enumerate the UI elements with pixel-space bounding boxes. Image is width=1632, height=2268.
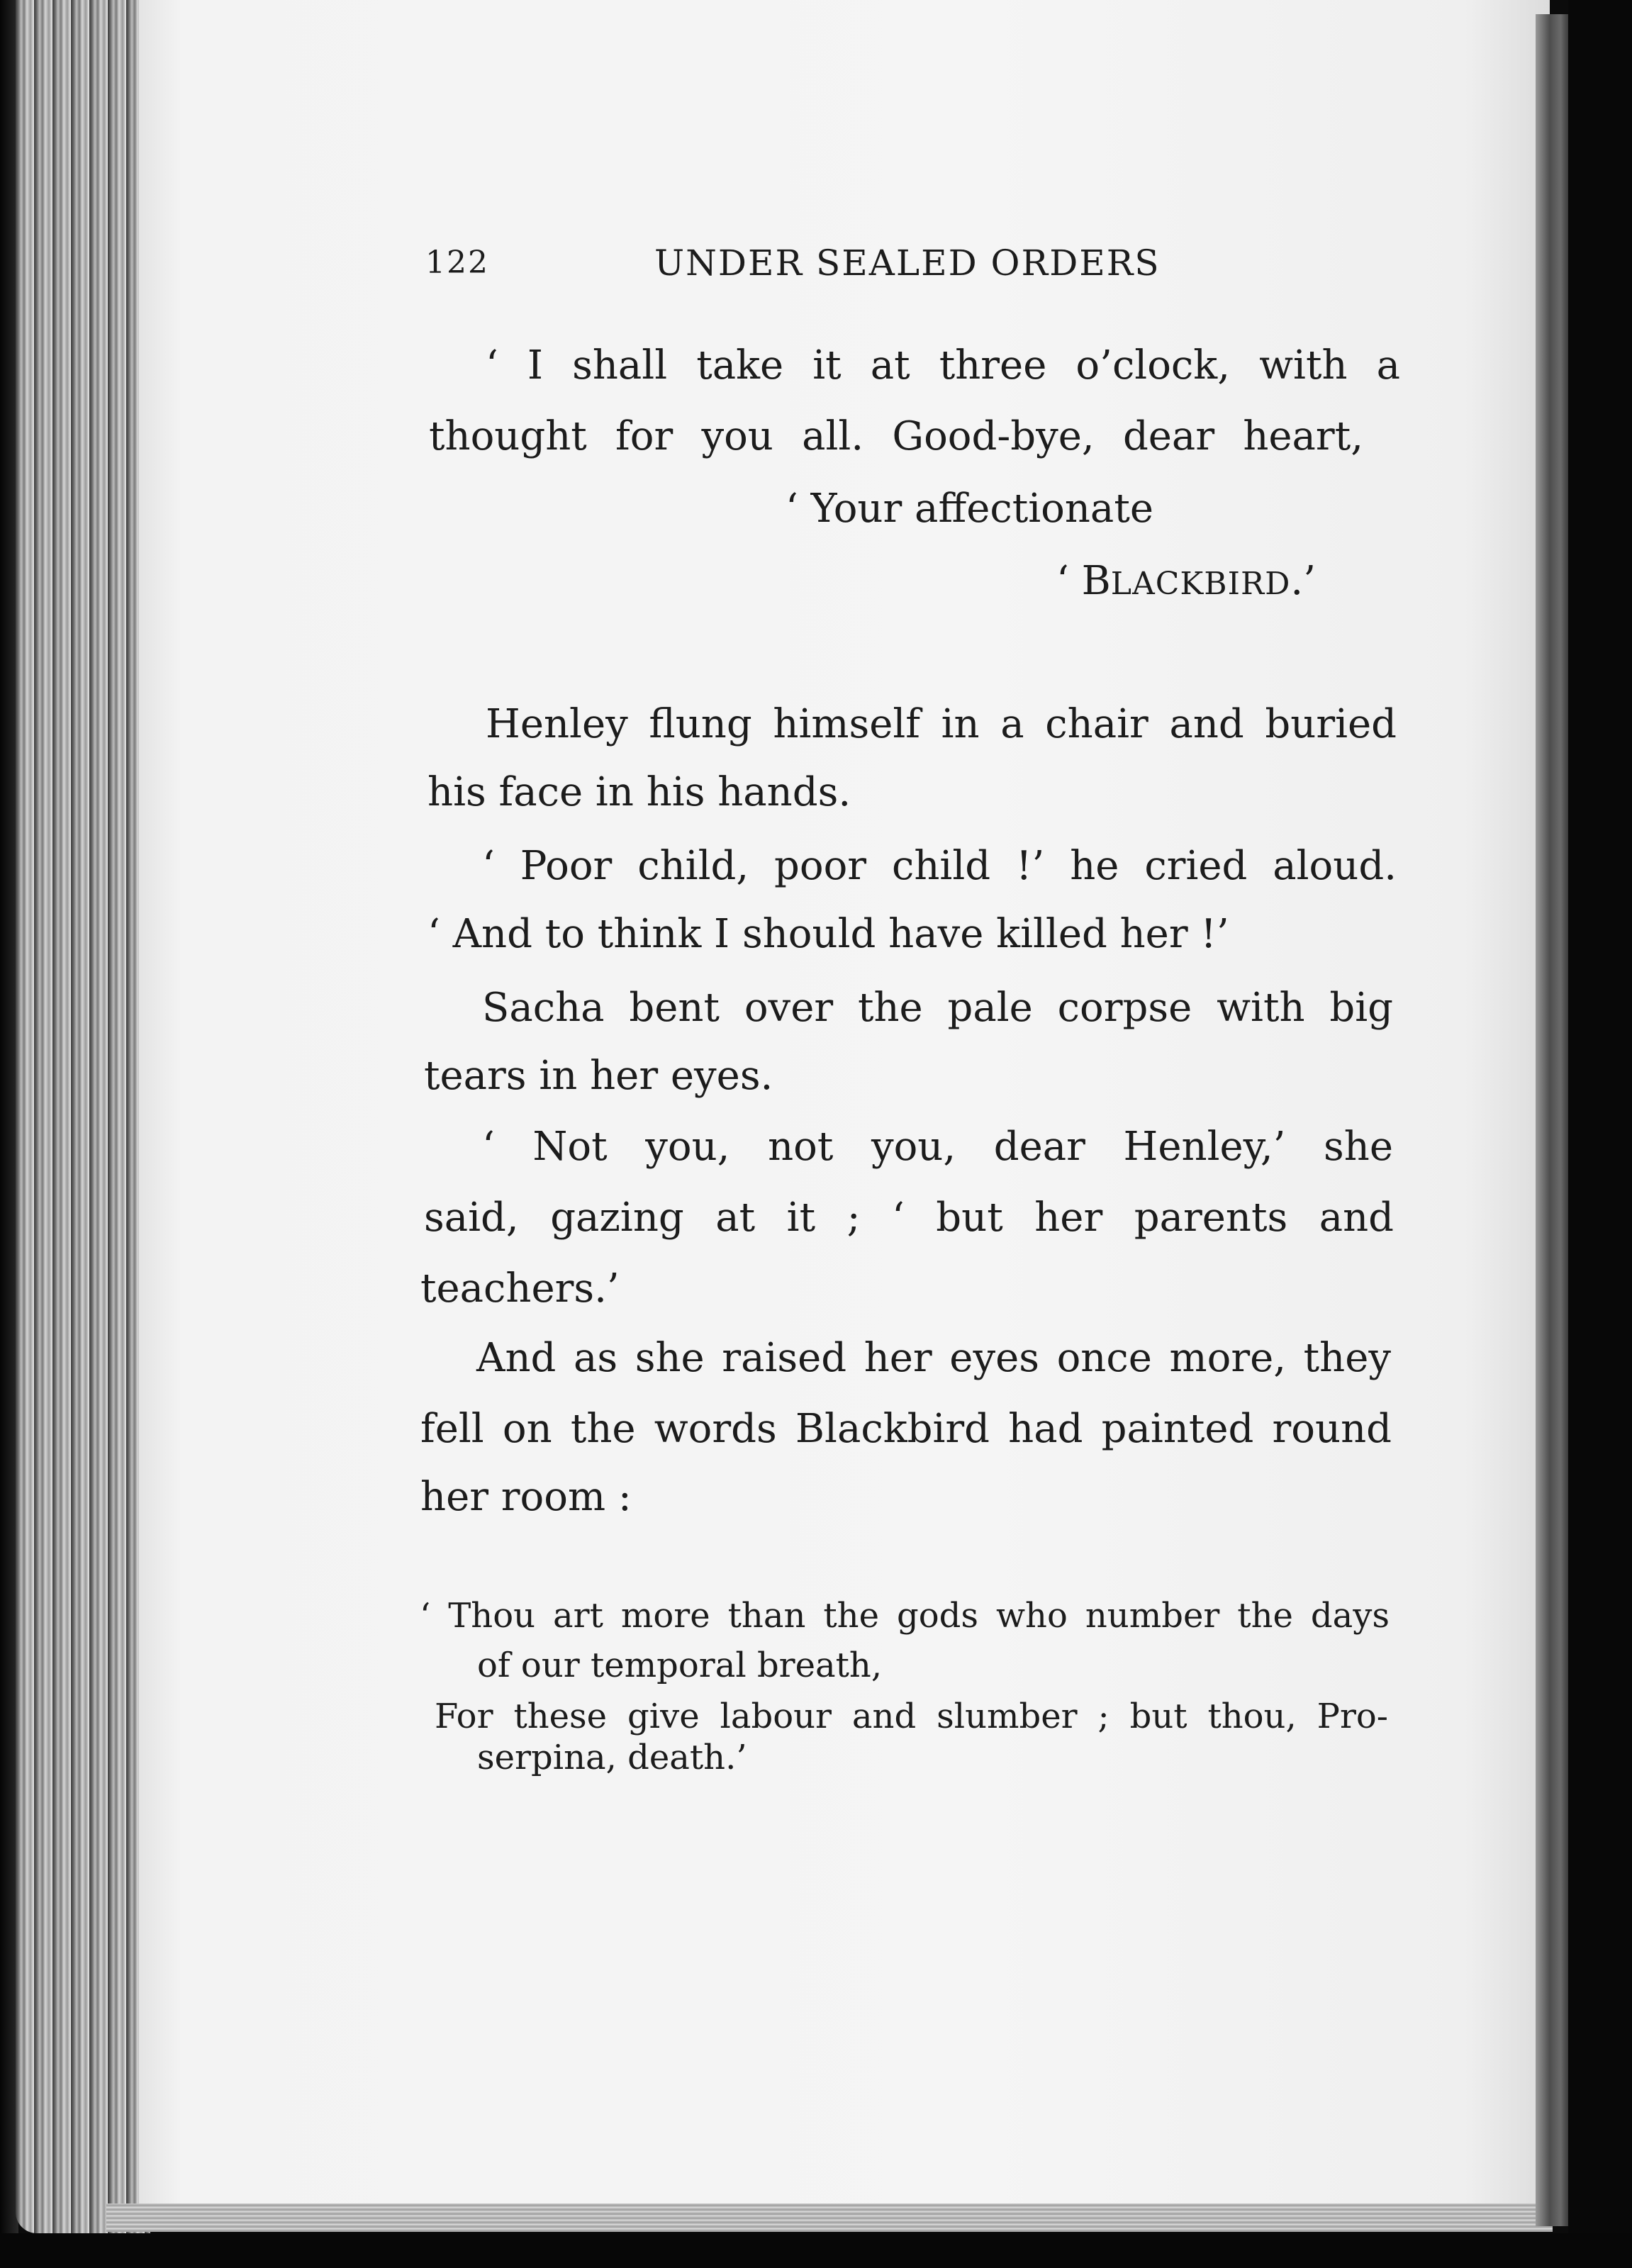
page-number: 122 — [425, 245, 489, 281]
scan-right-shadow — [1568, 0, 1632, 2268]
letter-line-1: ‘ I shall take it at three o’clock, with a — [486, 342, 1400, 389]
running-title: UNDER SEALED ORDERS — [654, 242, 1161, 284]
signature-small-caps: LACKBIRD — [1110, 566, 1291, 602]
quote-line: For these give labour and slumber ; but thou, Pro- — [435, 1697, 1388, 1736]
body-line: teachers.’ — [420, 1266, 620, 1312]
letter-line-2: thought for you all. Good-bye, dear heart, — [429, 413, 1363, 459]
quote-line: serpina, death.’ — [477, 1738, 747, 1777]
body-line: his face in his hands. — [427, 769, 851, 815]
quote-line: of our temporal breath, — [477, 1646, 883, 1685]
body-line: her room : — [420, 1474, 632, 1520]
letter-closing: ‘ Your affectionate — [786, 486, 1153, 532]
body-line: ‘ And to think I should have killed her !’ — [427, 911, 1229, 957]
signature-suffix: .’ — [1290, 558, 1317, 604]
signature-prefix: ‘ — [1056, 558, 1082, 604]
page-edge-right — [1536, 14, 1571, 2226]
body-line: ‘ Not you, not you, dear Henley,’ she — [482, 1124, 1393, 1170]
body-line: ‘ Poor child, poor child !’ he cried aloud. — [482, 843, 1397, 889]
body-line: Henley flung himself in a chair and buried — [486, 701, 1397, 747]
page-edges-bottom — [106, 2203, 1553, 2232]
body-line: tears in her eyes. — [424, 1053, 773, 1099]
body-line: fell on the words Blackbird had painted round — [420, 1406, 1392, 1452]
quote-line: ‘ Thou art more than the gods who number the days — [420, 1596, 1390, 1636]
body-line: said, gazing at it ; ‘ but her parents and — [424, 1195, 1394, 1241]
scan-bottom-shadow — [0, 2233, 1632, 2268]
page-edges-left — [16, 0, 150, 2233]
body-line: Sacha bent over the pale corpse with big — [482, 985, 1393, 1031]
signature-initial: B — [1081, 558, 1111, 604]
running-head — [425, 238, 1205, 288]
letter-signature — [1056, 546, 1316, 617]
body-line: And as she raised her eyes once more, they — [476, 1335, 1391, 1381]
